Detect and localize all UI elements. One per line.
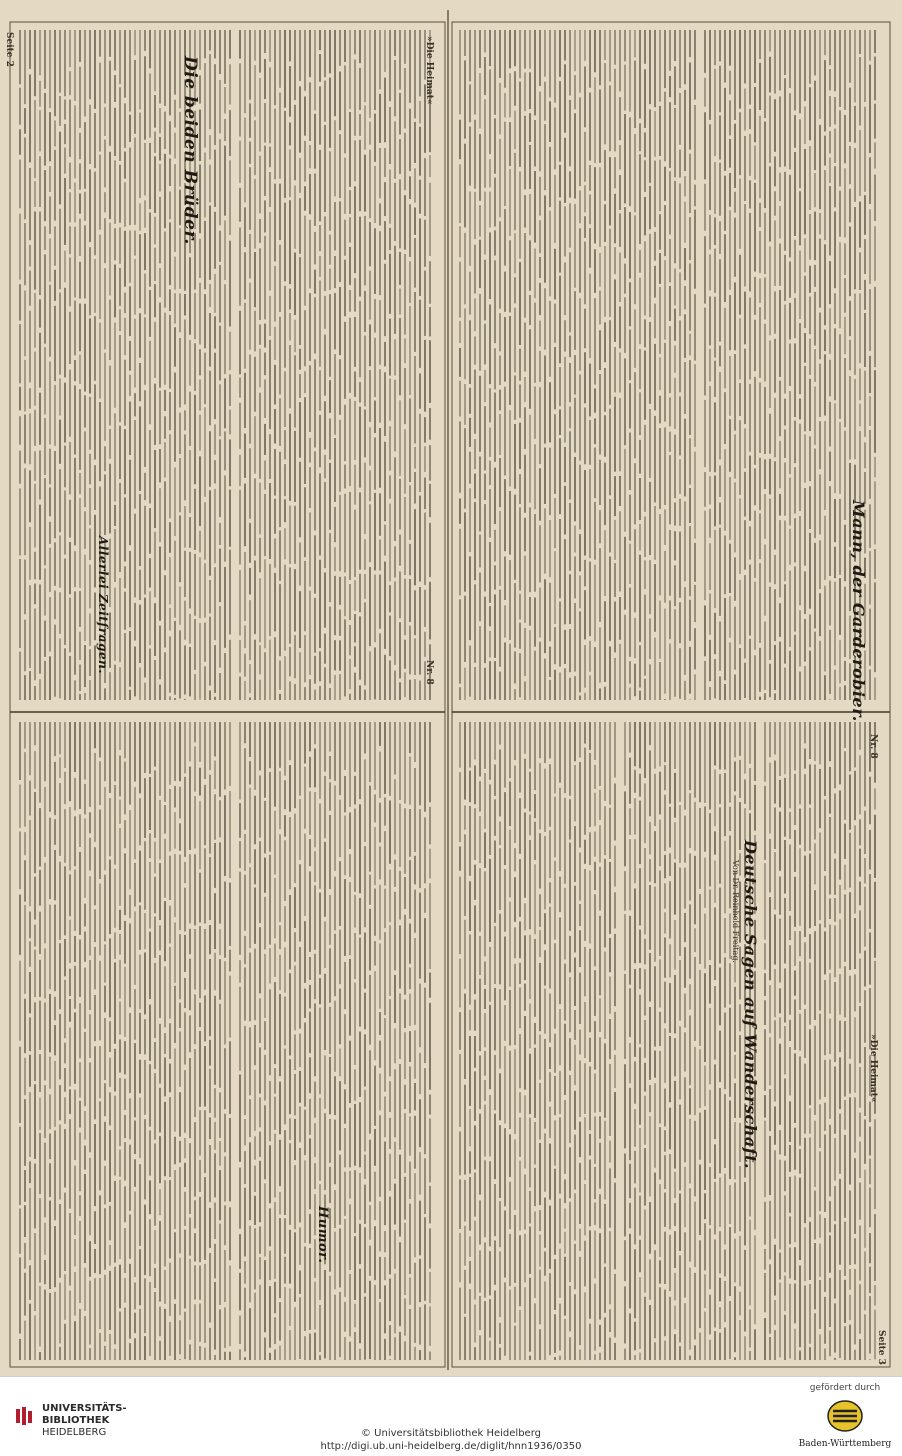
sponsor-name: Baden-Württemberg (798, 1439, 892, 1449)
institution-line-3: HEIDELBERG (42, 1427, 107, 1438)
institution-line-1: UNIVERSITÄTS- (42, 1403, 127, 1414)
left-page-label: Seite 2 (4, 32, 14, 67)
heading-deutsche-sagen: Deutsche Sagen auf Wanderschaft. (741, 840, 760, 1170)
permalink[interactable]: http://digi.ub.uni-heidelberg.de/diglit/hnn1936/0350 (320, 1441, 582, 1452)
left-issue-label: Nr. 8 (424, 660, 434, 685)
heading-allerlei-zeitfragen: Allerlei Zeitfragen. (96, 536, 110, 674)
institution-line-2: BIBLIOTHEK (42, 1415, 110, 1426)
left-masthead: »Die Heimat« (424, 36, 434, 105)
right-masthead: »Die Heimat« (868, 1034, 878, 1103)
right-issue-label: Nr. 8 (868, 734, 878, 759)
byline: Von Dr. Reinhold Freitag. (731, 860, 740, 963)
footer (0, 1376, 902, 1456)
baden-wuerttemberg-crest-icon (825, 1399, 865, 1433)
heading-humor: Humor. (315, 1206, 330, 1264)
sponsor-logo[interactable] (790, 1383, 900, 1453)
heading-die-beiden-brueder: Die beiden Brüder. (180, 56, 200, 245)
heading-mann-der-garderobier: Mann, der Garderobier. (849, 500, 868, 722)
right-page-label: Seite 3 (876, 1330, 886, 1365)
sponsor-caption: gefördert durch (809, 1383, 881, 1393)
copyright-text: © Universitätsbibliothek Heidelberg (360, 1428, 541, 1439)
